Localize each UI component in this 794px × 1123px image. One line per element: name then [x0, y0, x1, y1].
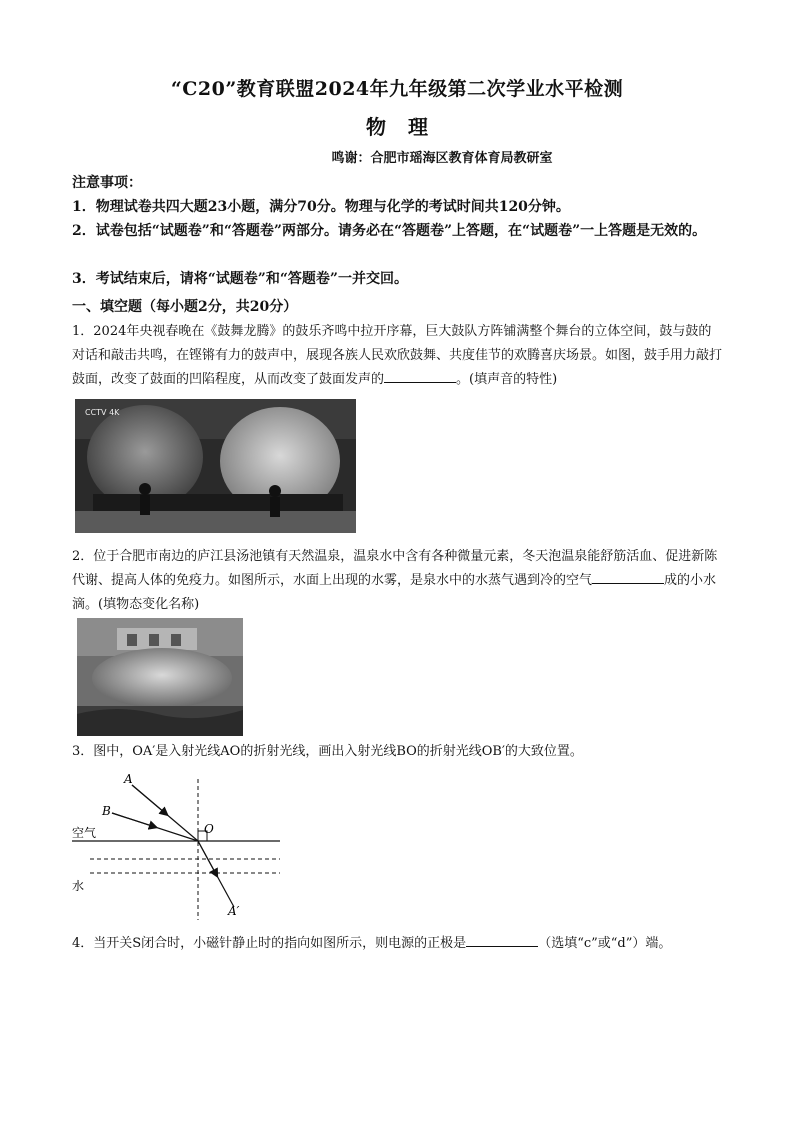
- refraction-diagram: [72, 765, 292, 925]
- question-2-hint: 成的小水滴。(填物态变化名称): [72, 573, 717, 612]
- answer-blank-2: [592, 569, 664, 584]
- notes-heading: 注意事项：: [72, 175, 142, 191]
- answer-blank-4: [466, 932, 538, 947]
- question-2: [72, 545, 724, 617]
- question-1: [72, 320, 724, 392]
- question-4-hint: （选填“c”或“d”）端。: [538, 936, 672, 951]
- drum-photo: [75, 399, 356, 533]
- section-title: 一、填空题（每小题2分，共20分）: [72, 299, 298, 315]
- label-o: O: [204, 822, 214, 836]
- note-item-1: 1．物理试卷共四大题23小题，满分70分。物理与化学的考试时间共120分钟。: [72, 199, 570, 215]
- label-water: 水: [72, 879, 85, 893]
- acknowledgement: 鸣谢：合肥市瑶海区教育体育局教研室: [331, 151, 553, 166]
- question-2-text: 2．位于合肥市南边的庐江县汤池镇有天然温泉，温泉水中含有各种微量元素，冬天泡温泉能舒筋活血、促进新陈代谢、提高人体的免疫力。如图所示，水面上出现的水雾，是泉水中的水蒸气遇到冷的空气: [72, 549, 718, 588]
- question-4-text: 4．当开关S闭合时，小磁针静止时的指向如图所示，则电源的正极是: [72, 936, 467, 951]
- question-1-hint: 。(填声音的特性): [456, 372, 558, 387]
- label-a: A: [124, 772, 133, 786]
- label-air: 空气: [72, 826, 97, 840]
- answer-blank-1: [384, 368, 456, 383]
- exam-title: “C20”教育联盟2024年九年级第二次学业水平检测: [170, 78, 624, 100]
- question-4: [72, 932, 724, 956]
- note-item-3: 3．考试结束后，请将“试题卷”和“答题卷”一并交回。: [72, 271, 408, 287]
- label-a-prime: A′: [228, 904, 240, 918]
- hot-spring-photo: [77, 618, 243, 736]
- label-b: B: [102, 804, 111, 818]
- subject-title: 物理: [366, 115, 450, 139]
- note-item-2: 2．试卷包括“试题卷”和“答题卷”两部分。请务必在“答题卷”上答题，在“试题卷”一上答题是无效的。: [72, 223, 707, 239]
- photo-overlay-text: CCTV 4K: [85, 408, 120, 417]
- question-1-text: 1．2024年央视春晚在《鼓舞龙腾》的鼓乐齐鸣中拉开序幕，巨大鼓队方阵铺满整个舞台的立体空间，鼓与鼓的对话和敲击共鸣，在铿锵有力的鼓声中，展现各族人民欢欣鼓舞、共度佳节的欢腾喜庆场景。如图，鼓手用力敲打鼓面，改变了鼓面的凹陷程度，从而改变了鼓面发声的: [72, 324, 723, 387]
- question-3: 3．图中，OA′是入射光线AO的折射光线，画出入射光线BO的折射光线OB′的大致位置。: [72, 744, 583, 759]
